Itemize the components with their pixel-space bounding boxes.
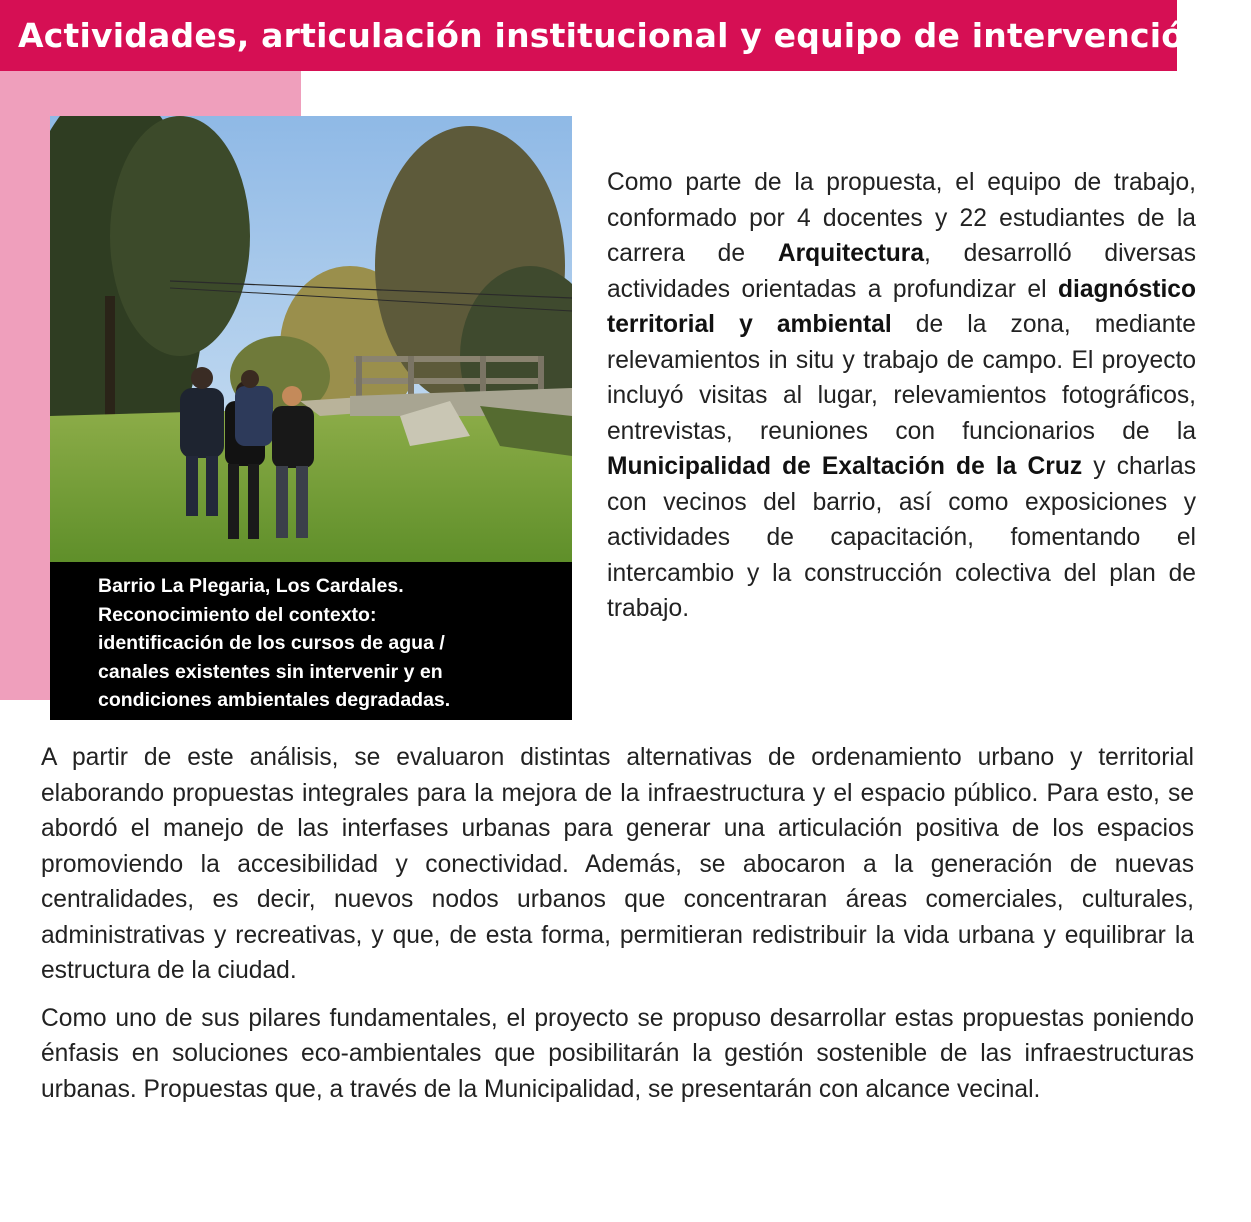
body-paragraph: Como uno de sus pilares fundamentales, el proyecto se propuso desarrollar estas propuestas poniendo énfasis en soluciones eco-ambientales que posibilitarán la gestión sostenible de las infraestructuras urbanas. Propuestas que, a través de la Municipalidad, se presentarán con alcance vecinal.	[41, 1004, 1194, 1103]
intro-text: de la zona, mediante relevamientos in situ y trabajo de campo. El proyecto incluyó visitas al lugar, relevamientos fotográficos, entrevistas, reuniones con funcionarios de la	[607, 311, 1196, 445]
photo-caption	[50, 562, 572, 720]
caption-line: condiciones ambientales degradadas.	[98, 689, 451, 711]
section-header	[0, 0, 1208, 71]
intro-emphasis: diagnóstico territorial y ambiental	[607, 275, 1196, 338]
section-title: Actividades, articulación institucional y equipo de intervención	[18, 16, 1208, 55]
intro-paragraph	[607, 165, 1196, 627]
body-section	[41, 740, 1194, 1119]
intro-text: y charlas con vecinos del barrio, así como exposiciones y actividades de capacitación, fomentando el intercambio y la construcción colectiva del plan de trabajo.	[607, 453, 1196, 622]
intro-text: , desarrolló diversas actividades orientadas a profundizar el	[607, 240, 1196, 303]
intro-emphasis: Arquitectura	[777, 240, 925, 267]
caption-line: Reconocimiento del contexto:	[98, 603, 377, 626]
caption-line: Barrio La Plegaria, Los Cardales.	[98, 575, 404, 597]
intro-emphasis: Municipalidad de Exaltación de la Cruz	[607, 453, 1083, 480]
intro-text: Como parte de la propuesta, el equipo de trabajo, conformado por 4 docentes y 22 estudiantes de la carrera de	[607, 169, 1196, 267]
caption-line: identificación de los cursos de agua /	[98, 632, 445, 654]
landscape-illustration	[50, 116, 572, 562]
field-photo	[50, 116, 572, 720]
caption-line: canales existentes sin intervenir y en	[98, 660, 443, 683]
body-paragraph: A partir de este análisis, se evaluaron distintas alternativas de ordenamiento urbano y territorial elaborando propuestas integrales para la mejora de la infraestructura y el espacio público. Para esto, se abordó el manejo de las interfases urbanas para generar una articulación positiva de los espacios promoviendo la accesibilidad y conectividad. Además, se abocaron a la generación de nuevas centralidades, es decir, nuevos nodos urbanos que concentraran áreas comerciales, culturales, administrativas y recreativas, y que, de esta forma, permitieran redistribuir la vida urbana y equilibrar la estructura de la ciudad.	[41, 744, 1194, 984]
